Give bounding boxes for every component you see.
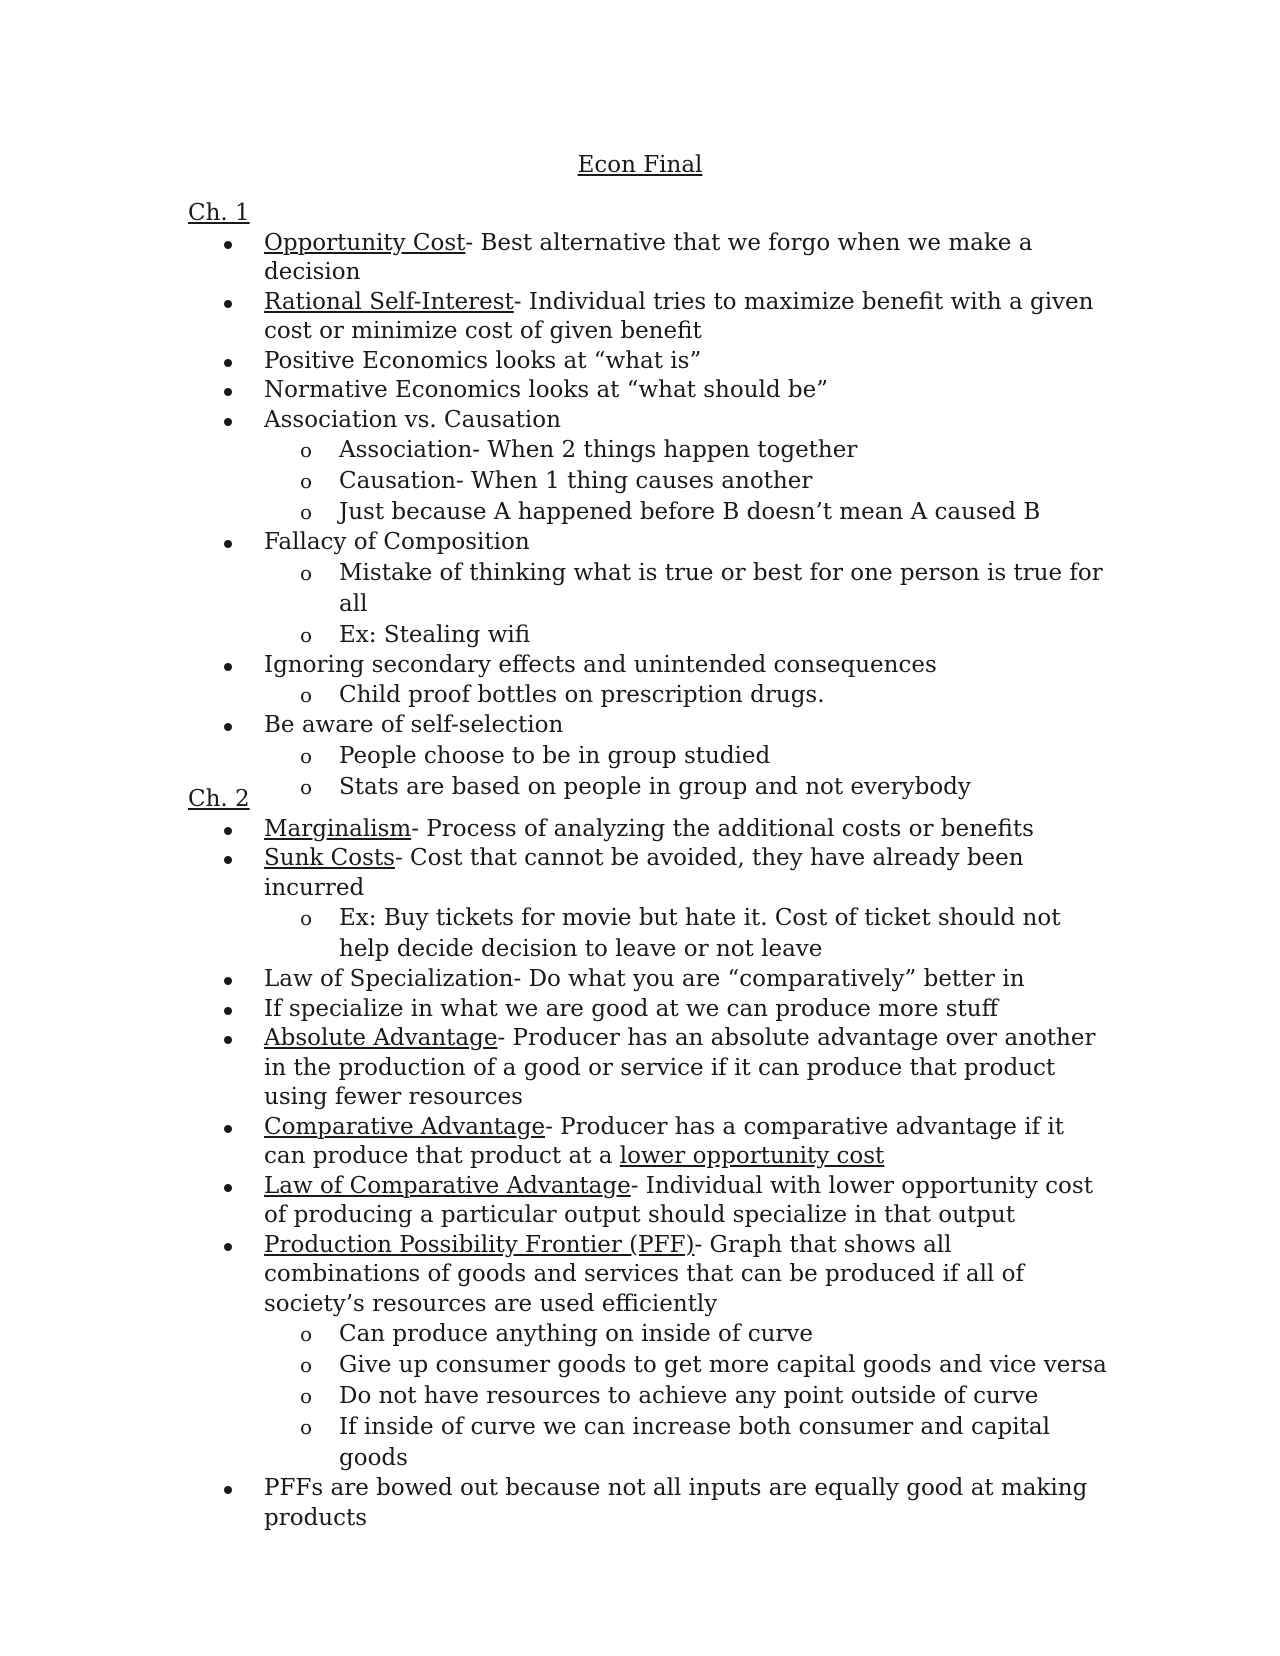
circle-bullet-icon: o bbox=[300, 1322, 313, 1346]
list-item bbox=[188, 528, 1108, 651]
list-item bbox=[188, 347, 1108, 377]
list-item bbox=[188, 995, 1108, 1025]
list-item bbox=[188, 288, 1108, 347]
list-item bbox=[188, 651, 1108, 712]
sub-list-item bbox=[264, 1412, 1108, 1474]
item-text: Ignoring secondary effects and unintended consequences bbox=[264, 651, 937, 678]
sub-item-text: Causation- When 1 thing causes another bbox=[339, 468, 813, 494]
bullet-icon bbox=[224, 1184, 232, 1192]
list-item bbox=[188, 376, 1108, 406]
bullet-icon bbox=[224, 856, 232, 864]
sub-list-item bbox=[264, 435, 1108, 466]
term-production-possibility-frontier: Production Possibility Frontier (PFF) bbox=[264, 1231, 695, 1258]
sub-list-item bbox=[264, 1350, 1108, 1381]
circle-bullet-icon: o bbox=[300, 469, 313, 493]
bullet-icon bbox=[224, 723, 232, 731]
term-marginalism: Marginalism bbox=[264, 815, 412, 842]
sub-list-item bbox=[264, 741, 1108, 772]
sub-list-item bbox=[264, 497, 1108, 528]
item-text: Law of Specialization- Do what you are “comparatively” better in bbox=[264, 966, 1025, 992]
circle-bullet-icon: o bbox=[300, 560, 313, 585]
bullet-icon bbox=[224, 241, 232, 249]
definition-text: - Process of analyzing the additional costs or benefits bbox=[411, 815, 1034, 842]
item-text: Positive Economics looks at “what is” bbox=[264, 347, 702, 374]
sub-list bbox=[264, 558, 1108, 651]
sub-item-text: Ex: Buy tickets for movie but hate it. Cost of ticket should not help decide decision to leave or not leave bbox=[339, 905, 1061, 962]
circle-bullet-icon: o bbox=[300, 438, 313, 462]
sub-list-item bbox=[264, 903, 1108, 965]
sub-item-text: Child proof bottles on prescription drugs. bbox=[339, 682, 825, 708]
term-comparative-advantage: Comparative Advantage bbox=[264, 1113, 546, 1140]
list-item bbox=[188, 815, 1108, 845]
sub-item-text: If inside of curve we can increase both consumer and capital goods bbox=[339, 1414, 1050, 1471]
list-item bbox=[188, 1113, 1108, 1172]
circle-bullet-icon: o bbox=[300, 622, 313, 647]
list-item bbox=[188, 965, 1108, 995]
chapter-2-heading: Ch. 2 bbox=[188, 786, 250, 812]
sub-list-item bbox=[264, 558, 1108, 620]
list-item bbox=[188, 1172, 1108, 1231]
sub-list-item bbox=[264, 620, 1108, 651]
chapter-1-section bbox=[188, 199, 1108, 803]
sub-item-text: People choose to be in group studied bbox=[339, 742, 771, 769]
list-item bbox=[188, 229, 1108, 288]
bullet-icon bbox=[224, 418, 232, 426]
circle-bullet-icon: o bbox=[300, 1384, 313, 1408]
sub-item-text: Do not have resources to achieve any point outside of curve bbox=[339, 1383, 1039, 1409]
item-text: Association vs. Causation bbox=[264, 406, 561, 433]
term-opportunity-cost: Opportunity Cost bbox=[264, 229, 466, 256]
bullet-icon bbox=[224, 388, 232, 396]
sub-list-item bbox=[264, 1319, 1108, 1350]
definition-text: - Producer has an absolute advantage over another in the production of a good or service if it can produce that product using fewer resources bbox=[264, 1025, 1096, 1110]
list-item bbox=[188, 1231, 1108, 1475]
definition-text: - Graph that shows all combinations of goods and services that can be produced if all of society’s resources are used efficiently bbox=[264, 1231, 1024, 1317]
bullet-icon bbox=[224, 1007, 232, 1015]
circle-bullet-icon: o bbox=[300, 774, 313, 799]
sub-list bbox=[264, 680, 1108, 711]
term-rational-self-interest: Rational Self-Interest bbox=[264, 288, 514, 315]
bullet-icon bbox=[224, 1243, 232, 1251]
chapter-2-section bbox=[188, 785, 1108, 1533]
circle-bullet-icon: o bbox=[300, 683, 313, 707]
term-absolute-advantage: Absolute Advantage bbox=[264, 1025, 498, 1051]
bullet-icon bbox=[224, 1036, 232, 1044]
circle-bullet-icon: o bbox=[300, 906, 313, 930]
item-text: Normative Economics looks at “what should be” bbox=[264, 377, 828, 403]
sub-list-item bbox=[264, 680, 1108, 711]
sub-item-text: Give up consumer goods to get more capital goods and vice versa bbox=[339, 1352, 1107, 1378]
chapter-2-list bbox=[188, 815, 1108, 1534]
circle-bullet-icon: o bbox=[300, 743, 313, 768]
sub-list-item bbox=[264, 466, 1108, 497]
definition-text: - Cost that cannot be avoided, they have already been incurred bbox=[264, 845, 1024, 901]
definition-text: - Best alternative that we forgo when we make a decision bbox=[264, 229, 1033, 285]
sub-item-text: Ex: Stealing wifi bbox=[339, 621, 531, 648]
item-text: PFFs are bowed out because not all inputs are equally good at making products bbox=[264, 1475, 1088, 1531]
bullet-icon bbox=[224, 540, 232, 548]
term-sunk-costs: Sunk Costs bbox=[264, 845, 395, 871]
sub-list bbox=[264, 1319, 1108, 1474]
bullet-icon bbox=[224, 663, 232, 671]
sub-list bbox=[264, 903, 1108, 965]
item-text: Fallacy of Composition bbox=[264, 529, 530, 555]
sub-item-text: Mistake of thinking what is true or best for one person is true for all bbox=[339, 559, 1103, 617]
sub-list-item bbox=[264, 1381, 1108, 1412]
definition-text: - Individual tries to maximize benefit with a given cost or minimize cost of given benefit bbox=[264, 288, 1094, 344]
bullet-icon bbox=[224, 1125, 232, 1133]
circle-bullet-icon: o bbox=[300, 500, 313, 524]
term-law-of-comparative-advantage: Law of Comparative Advantage bbox=[264, 1172, 631, 1199]
bullet-icon bbox=[224, 359, 232, 367]
sub-item-text: Stats are based on people in group and not everybody bbox=[339, 773, 971, 800]
definition-text: - Individual with lower opportunity cost of producing a particular output should specialize in that output bbox=[264, 1172, 1093, 1228]
list-item bbox=[188, 406, 1108, 529]
item-text: Be aware of self-selection bbox=[264, 712, 564, 738]
circle-bullet-icon: o bbox=[300, 1353, 313, 1377]
list-item bbox=[188, 844, 1108, 965]
item-text: If specialize in what we are good at we can produce more stuff bbox=[264, 995, 998, 1022]
document-title: Econ Final bbox=[577, 152, 703, 178]
list-item bbox=[188, 1024, 1108, 1113]
sub-list bbox=[264, 435, 1108, 528]
term-lower-opportunity-cost: lower opportunity cost bbox=[619, 1143, 885, 1169]
circle-bullet-icon: o bbox=[300, 1415, 313, 1439]
bullet-icon bbox=[224, 977, 232, 985]
chapter-1-list bbox=[188, 229, 1108, 803]
bullet-icon bbox=[224, 300, 232, 308]
bullet-icon bbox=[224, 1486, 232, 1494]
list-item bbox=[188, 1474, 1108, 1533]
definition-text: - Producer has a comparative advantage if it can produce that product at a bbox=[264, 1113, 1064, 1169]
bullet-icon bbox=[224, 827, 232, 835]
chapter-1-heading: Ch. 1 bbox=[188, 200, 250, 226]
sub-item-text: Just because A happened before B doesn’t mean A caused B bbox=[339, 499, 1041, 525]
sub-item-text: Association- When 2 things happen together bbox=[339, 437, 858, 463]
sub-item-text: Can produce anything on inside of curve bbox=[339, 1321, 814, 1347]
